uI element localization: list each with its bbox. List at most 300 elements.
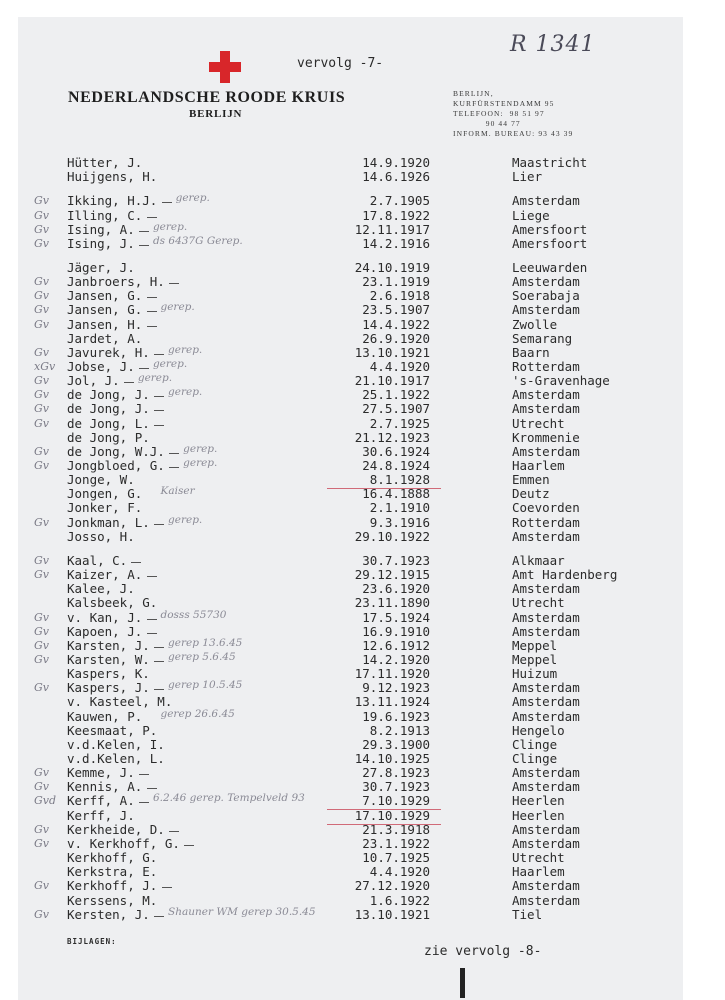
birth-place: Heerlen — [512, 807, 565, 823]
birth-date: 30.7.1923 — [362, 552, 430, 568]
birth-date: 14.2.1920 — [362, 651, 430, 667]
handwritten-mark: Gv — [34, 681, 50, 695]
table-row — [0, 513, 725, 530]
person-name: v.d.Kelen, I. — [67, 736, 165, 752]
birth-date: 19.6.1923 — [362, 708, 430, 724]
birth-date: 13.10.1921 — [354, 906, 430, 922]
table-row — [0, 738, 725, 752]
birth-date: 13.11.1924 — [354, 694, 430, 710]
pencil-dash — [154, 661, 164, 662]
pencil-dash — [139, 802, 149, 803]
pencil-dash — [169, 467, 179, 468]
table-row — [0, 582, 725, 596]
table-row — [0, 303, 725, 317]
birth-date: 12.6.1912 — [362, 637, 430, 653]
person-name: Hütter, J. — [67, 155, 143, 170]
table-row — [0, 220, 725, 237]
birth-date: 21.10.1917 — [354, 373, 430, 389]
birth-date: 1.6.1922 — [369, 892, 430, 908]
birth-date: 24.8.1924 — [362, 458, 430, 473]
pencil-dash — [147, 311, 157, 312]
birth-place: Haarlem — [512, 458, 565, 473]
person-name: Javurek, H. — [67, 344, 150, 360]
person-name: Kerff, J. — [67, 807, 135, 823]
person-name: de Jong, J. — [67, 387, 150, 403]
table-row — [0, 442, 725, 459]
table-row — [0, 234, 725, 251]
table-row — [0, 794, 725, 808]
table-row — [0, 625, 725, 639]
table-row — [0, 851, 725, 865]
person-name: Josso, H. — [67, 528, 135, 544]
birth-place: Amsterdam — [512, 708, 580, 724]
person-name: Ising, J. — [67, 235, 135, 251]
birth-date: 29.3.1900 — [362, 736, 430, 752]
organization-name: NEDERLANDSCHE ROODE KRUIS — [68, 89, 346, 106]
birth-date: 13.10.1921 — [354, 344, 430, 360]
person-name: Jongbloed, G. — [67, 458, 165, 473]
birth-date: 12.11.1917 — [354, 221, 430, 237]
pencil-dash — [154, 647, 164, 648]
birth-place: Amt Hardenberg — [512, 567, 618, 582]
table-row — [0, 261, 725, 275]
handwritten-mark: Gv — [34, 444, 50, 458]
person-name: v. Kasteel, M. — [67, 694, 173, 710]
birth-date: 23.1.1922 — [362, 835, 430, 851]
table-row — [0, 608, 725, 625]
birth-place: 's-Gravenhage — [512, 373, 610, 389]
birth-place: Zwolle — [512, 316, 558, 332]
person-name: Jongen, G. — [67, 486, 143, 502]
handwritten-note: Kaiser — [160, 485, 195, 498]
birth-date: 27.8.1923 — [362, 765, 430, 781]
birth-place: Amsterdam — [512, 694, 580, 710]
table-row — [0, 695, 725, 709]
handwritten-mark: Gv — [34, 275, 50, 289]
person-name: v. Kan, J. — [67, 609, 143, 625]
table-row — [0, 343, 725, 360]
birth-date: 27.5.1907 — [362, 401, 430, 417]
person-name: Kalsbeek, G. — [67, 595, 158, 611]
person-name: Keesmaat, P. — [67, 722, 158, 738]
person-name: v.d.Kelen, L. — [67, 751, 165, 766]
table-row — [0, 473, 725, 487]
pencil-dash — [147, 576, 157, 577]
person-name: Karsten, J. — [67, 637, 150, 653]
table-row — [0, 194, 725, 208]
handwritten-mark: Gv — [34, 459, 50, 472]
table-row — [0, 905, 725, 922]
handwritten-mark: Gv — [34, 780, 50, 794]
address-line: 90 44 77 — [453, 119, 521, 128]
continuation-footer: zie vervolg -8- — [424, 944, 542, 959]
person-name: Jobse, J. — [67, 358, 135, 374]
birth-place: Amsterdam — [512, 302, 580, 318]
birth-place: Liege — [512, 207, 550, 223]
birth-place: Hengelo — [512, 722, 565, 738]
handwritten-note: Shauner WM gerep 30.5.45 — [168, 905, 316, 918]
handwritten-note: gerep. — [152, 357, 188, 370]
person-name: Karsten, W. — [67, 651, 150, 667]
birth-place: Amsterdam — [512, 680, 580, 696]
person-name: Kauwen, P. — [67, 708, 143, 724]
birth-place: Amsterdam — [512, 193, 580, 209]
person-name: Kersten, J. — [67, 906, 150, 922]
pencil-dash — [139, 774, 149, 775]
person-name: Jonker, F. — [67, 500, 143, 516]
birth-date: 14.2.1916 — [362, 235, 430, 251]
continuation-header: vervolg -7- — [297, 56, 384, 71]
table-row — [0, 809, 725, 823]
person-name: Kerssens, M. — [67, 892, 158, 908]
birth-place: Meppel — [512, 651, 558, 667]
handwritten-note: ds 6437G Gerep. — [152, 234, 243, 247]
birth-date: 4.4.1920 — [369, 864, 430, 880]
handwritten-note: gerep. — [168, 386, 203, 399]
person-name: Ising, A. — [67, 221, 135, 237]
handwritten-mark: Gv — [34, 652, 50, 666]
handwritten-mark: Gv — [34, 194, 50, 208]
table-row — [0, 357, 725, 374]
handwritten-mark: Gv — [34, 766, 50, 780]
person-name: Kerkhoff, J. — [67, 878, 158, 894]
handwritten-note: gerep. — [168, 343, 203, 356]
person-name: de Jong, P. — [67, 429, 150, 445]
pencil-dash — [184, 845, 194, 846]
handwritten-note: dosss 55730 — [160, 608, 227, 621]
birth-place: Amsterdam — [512, 274, 580, 290]
birth-date: 8.1.1928 — [369, 472, 430, 488]
table-row — [0, 865, 725, 879]
handwritten-note: gerep. — [175, 192, 210, 205]
birth-date: 24.10.1919 — [354, 259, 430, 275]
pencil-dash — [154, 689, 164, 690]
person-name: Jonge, W. — [67, 472, 135, 488]
table-row — [0, 156, 725, 170]
table-row — [0, 766, 725, 780]
birth-place: Amsterdam — [512, 581, 580, 597]
person-name: Kemme, J. — [67, 765, 135, 781]
birth-date: 29.12.1915 — [354, 567, 430, 582]
pencil-dash — [154, 410, 164, 411]
address-line: INFORM. BUREAU: 93 43 39 — [453, 129, 574, 138]
birth-date: 17.8.1922 — [362, 207, 430, 223]
birth-place: Semarang — [512, 330, 573, 346]
pencil-dash — [154, 916, 164, 917]
pencil-dash — [147, 326, 157, 327]
handwritten-mark: Gv — [34, 638, 50, 652]
pencil-dash — [162, 887, 172, 888]
birth-date: 23.11.1890 — [354, 595, 430, 611]
handwritten-note: gerep. — [183, 442, 218, 455]
person-name: Kerkheide, D. — [67, 821, 165, 837]
table-row — [0, 374, 725, 388]
table-row — [0, 636, 725, 653]
handwritten-mark: Gv — [34, 289, 50, 303]
birth-place: Amsterdam — [512, 609, 580, 625]
handwritten-mark: Gv — [34, 303, 50, 317]
birth-place: Baarn — [512, 344, 550, 360]
table-row — [0, 332, 725, 346]
table-row — [0, 752, 725, 766]
handwritten-mark: Gv — [34, 388, 50, 402]
person-name: de Jong, J. — [67, 401, 150, 417]
birth-place: Huizum — [512, 666, 558, 682]
table-row — [0, 275, 725, 289]
birth-place: Utrecht — [512, 415, 565, 431]
birth-place: Deutz — [512, 486, 550, 502]
birth-place: Amsterdam — [512, 765, 580, 781]
handwritten-note: gerep. — [152, 220, 188, 233]
birth-date: 4.4.1920 — [369, 358, 430, 374]
birth-date: 25.1.1922 — [362, 387, 430, 403]
handwritten-mark: Gv — [34, 624, 50, 638]
handwritten-mark: Gv — [34, 374, 50, 388]
pencil-dash — [147, 788, 157, 789]
table-row — [0, 170, 725, 184]
birth-date: 14.10.1925 — [354, 751, 430, 766]
pencil-dash — [147, 297, 157, 298]
birth-date: 23.5.1907 — [362, 302, 430, 318]
birth-date: 14.6.1926 — [362, 169, 430, 185]
birth-date: 10.7.1925 — [362, 850, 430, 865]
handwritten-mark: Gv — [34, 402, 50, 416]
person-name: Kalee, J. — [67, 581, 135, 597]
handwritten-note: gerep 10.5.45 — [168, 679, 243, 692]
reference-number: R 1341 — [510, 32, 596, 57]
table-row — [0, 530, 725, 544]
address-line: TELEFOON: 98 51 97 — [453, 109, 545, 118]
handwritten-note: gerep. — [183, 457, 218, 469]
pencil-dash — [169, 831, 179, 832]
birth-place: Utrecht — [512, 850, 565, 865]
table-row — [0, 402, 725, 416]
birth-date: 2.1.1910 — [369, 500, 430, 516]
birth-place: Clinge — [512, 736, 558, 752]
pencil-dash — [131, 562, 141, 563]
birth-place: Amersfoort — [512, 235, 588, 251]
table-row — [0, 431, 725, 445]
birth-place: Amsterdam — [512, 892, 580, 908]
handwritten-mark: Gv — [34, 208, 50, 222]
table-row — [0, 837, 725, 851]
birth-date: 17.5.1924 — [362, 609, 430, 625]
pencil-dash — [154, 396, 164, 397]
person-name: Ikking, H.J. — [67, 193, 158, 209]
person-name: Jäger, J. — [67, 259, 135, 275]
birth-date: 2.7.1925 — [369, 415, 430, 431]
birth-date: 14.9.1920 — [362, 155, 430, 170]
table-row — [0, 487, 725, 501]
person-name: Kaspers, J. — [67, 680, 150, 696]
pencil-dash — [154, 354, 164, 355]
person-name: de Jong, W.J. — [67, 443, 165, 459]
handwritten-mark: Gv — [34, 553, 50, 567]
birth-place: Amsterdam — [512, 387, 580, 403]
handwritten-mark: Gv — [34, 879, 50, 893]
birth-place: Haarlem — [512, 864, 565, 880]
handwritten-mark: Gv — [34, 416, 50, 430]
pencil-dash — [139, 245, 149, 246]
handwritten-mark: Gv — [34, 836, 50, 850]
birth-date: 23.6.1920 — [362, 581, 430, 597]
pencil-dash — [139, 231, 149, 232]
handwritten-note: 6.2.46 gerep. Tempelveld 93 — [152, 792, 305, 805]
birth-place: Rotterdam — [512, 358, 580, 374]
person-name: de Jong, L. — [67, 415, 150, 431]
pencil-dash — [139, 368, 149, 369]
pencil-dash — [147, 619, 157, 620]
handwritten-mark: Gvd — [34, 794, 57, 808]
birth-place: Coevorden — [512, 500, 580, 516]
pencil-dash — [169, 283, 179, 284]
birth-place: Alkmaar — [512, 552, 565, 568]
birth-place: Tiel — [512, 906, 543, 922]
birth-date: 2.6.1918 — [369, 288, 430, 304]
handwritten-note: gerep 13.6.45 — [168, 636, 243, 649]
birth-date: 16.4.1888 — [362, 486, 430, 502]
birth-date: 29.10.1922 — [354, 528, 430, 544]
handwritten-note: gerep. — [160, 301, 195, 314]
handwritten-mark: Gv — [34, 822, 50, 836]
pencil-dash — [154, 524, 164, 525]
birth-place: Amsterdam — [512, 401, 580, 417]
handwritten-note: gerep 5.6.45 — [168, 650, 236, 663]
pencil-dash — [147, 217, 157, 218]
table-row — [0, 417, 725, 431]
pencil-dash — [147, 633, 157, 634]
pencil-dash — [124, 382, 134, 383]
birth-place: Lier — [512, 169, 543, 185]
handwritten-mark: xGv — [34, 359, 56, 373]
person-name: Janbroers, H. — [67, 274, 165, 290]
birth-place: Utrecht — [512, 595, 565, 611]
handwritten-mark: Gv — [34, 568, 50, 581]
address-block — [453, 89, 573, 139]
birth-date: 30.6.1924 — [362, 443, 430, 459]
person-name: Jansen, H. — [67, 316, 143, 332]
table-row — [0, 879, 725, 893]
birth-place: Amsterdam — [512, 878, 580, 894]
organization-city: BERLIJN — [189, 108, 243, 120]
birth-place: Amsterdam — [512, 528, 580, 544]
birth-place: Meppel — [512, 637, 558, 653]
person-name: Kaal, C. — [67, 552, 128, 568]
person-name: v. Kerkhoff, G. — [67, 835, 180, 851]
person-name: Kaizer, A. — [67, 567, 143, 582]
red-cross-icon — [209, 51, 241, 83]
birth-place: Amsterdam — [512, 779, 580, 795]
birth-date: 2.7.1905 — [369, 193, 430, 209]
table-row — [0, 289, 725, 303]
pencil-dash — [154, 425, 164, 426]
person-name: Kapoen, J. — [67, 623, 143, 639]
address-line: KURFÜRSTENDAMM 95 — [453, 99, 555, 108]
handwritten-mark: Gv — [34, 236, 50, 250]
birth-date: 21.3.1918 — [362, 821, 430, 837]
table-row — [0, 318, 725, 332]
birth-place: Amsterdam — [512, 623, 580, 639]
table-row — [0, 780, 725, 794]
table-row — [0, 894, 725, 908]
table-row — [0, 650, 725, 667]
birth-place: Clinge — [512, 751, 558, 766]
birth-place: Amsterdam — [512, 835, 580, 851]
birth-place: Leeuwarden — [512, 259, 588, 275]
table-row — [0, 209, 725, 223]
table-row — [0, 596, 725, 610]
birth-date: 17.11.1920 — [354, 666, 430, 682]
birth-date: 30.7.1923 — [362, 779, 430, 795]
person-name: Jansen, G. — [67, 288, 143, 304]
person-name: Kerkhoff, G. — [67, 850, 158, 865]
handwritten-mark: Gv — [34, 610, 50, 624]
birth-place: Rotterdam — [512, 514, 580, 530]
person-name: Huijgens, H. — [67, 169, 158, 185]
handwritten-mark: Gv — [34, 317, 50, 331]
birth-place: Amersfoort — [512, 221, 588, 237]
person-name: Jardet, A. — [67, 330, 143, 346]
birth-place: Amsterdam — [512, 821, 580, 837]
birth-place: Amsterdam — [512, 443, 580, 459]
person-name: Illing, C. — [67, 207, 143, 223]
person-name: Kennis, A. — [67, 779, 143, 795]
table-row — [0, 501, 725, 515]
handwritten-mark: Gv — [34, 515, 50, 529]
table-row — [0, 724, 725, 738]
table-row — [0, 681, 725, 695]
punch-hole — [460, 968, 465, 998]
birth-place: Heerlen — [512, 793, 565, 809]
birth-place: Emmen — [512, 472, 550, 488]
handwritten-note: gerep. — [168, 513, 203, 526]
person-name: Jansen, G. — [67, 302, 143, 318]
table-row — [0, 707, 725, 724]
birth-date: 17.10.1929 — [354, 807, 430, 823]
birth-date: 8.2.1913 — [369, 722, 430, 738]
birth-place: Krommenie — [512, 429, 580, 445]
person-name: Kerkstra, E. — [67, 864, 158, 880]
table-row — [0, 667, 725, 681]
table-row — [0, 388, 725, 402]
birth-date: 27.12.1920 — [354, 878, 430, 894]
birth-date: 9.3.1916 — [369, 514, 430, 530]
birth-date: 26.9.1920 — [362, 330, 430, 346]
birth-date: 16.9.1910 — [362, 623, 430, 639]
table-row — [0, 568, 725, 582]
pencil-dash — [169, 453, 179, 454]
address-line: BERLIJN, — [453, 89, 494, 98]
person-name: Kerff, A. — [67, 793, 135, 809]
birth-place: Maastricht — [512, 155, 588, 170]
handwritten-mark: Gv — [34, 222, 50, 236]
person-name: Jol, J. — [67, 373, 120, 389]
birth-date: 9.12.1923 — [362, 680, 430, 696]
birth-date: 21.12.1923 — [354, 429, 430, 445]
person-name: Jonkman, L. — [67, 514, 150, 530]
handwritten-mark: Gv — [34, 907, 50, 921]
table-row — [0, 459, 725, 473]
birth-date: 7.10.1929 — [362, 793, 430, 809]
pencil-dash — [162, 202, 172, 203]
birth-date: 14.4.1922 — [362, 316, 430, 332]
handwritten-note: gerep 26.6.45 — [160, 707, 235, 720]
table-row — [0, 554, 725, 568]
handwritten-note: gerep. — [137, 372, 173, 385]
person-name: Kaspers, K. — [67, 666, 150, 682]
handwritten-mark: Gv — [34, 345, 50, 359]
birth-date: 23.1.1919 — [362, 274, 430, 290]
